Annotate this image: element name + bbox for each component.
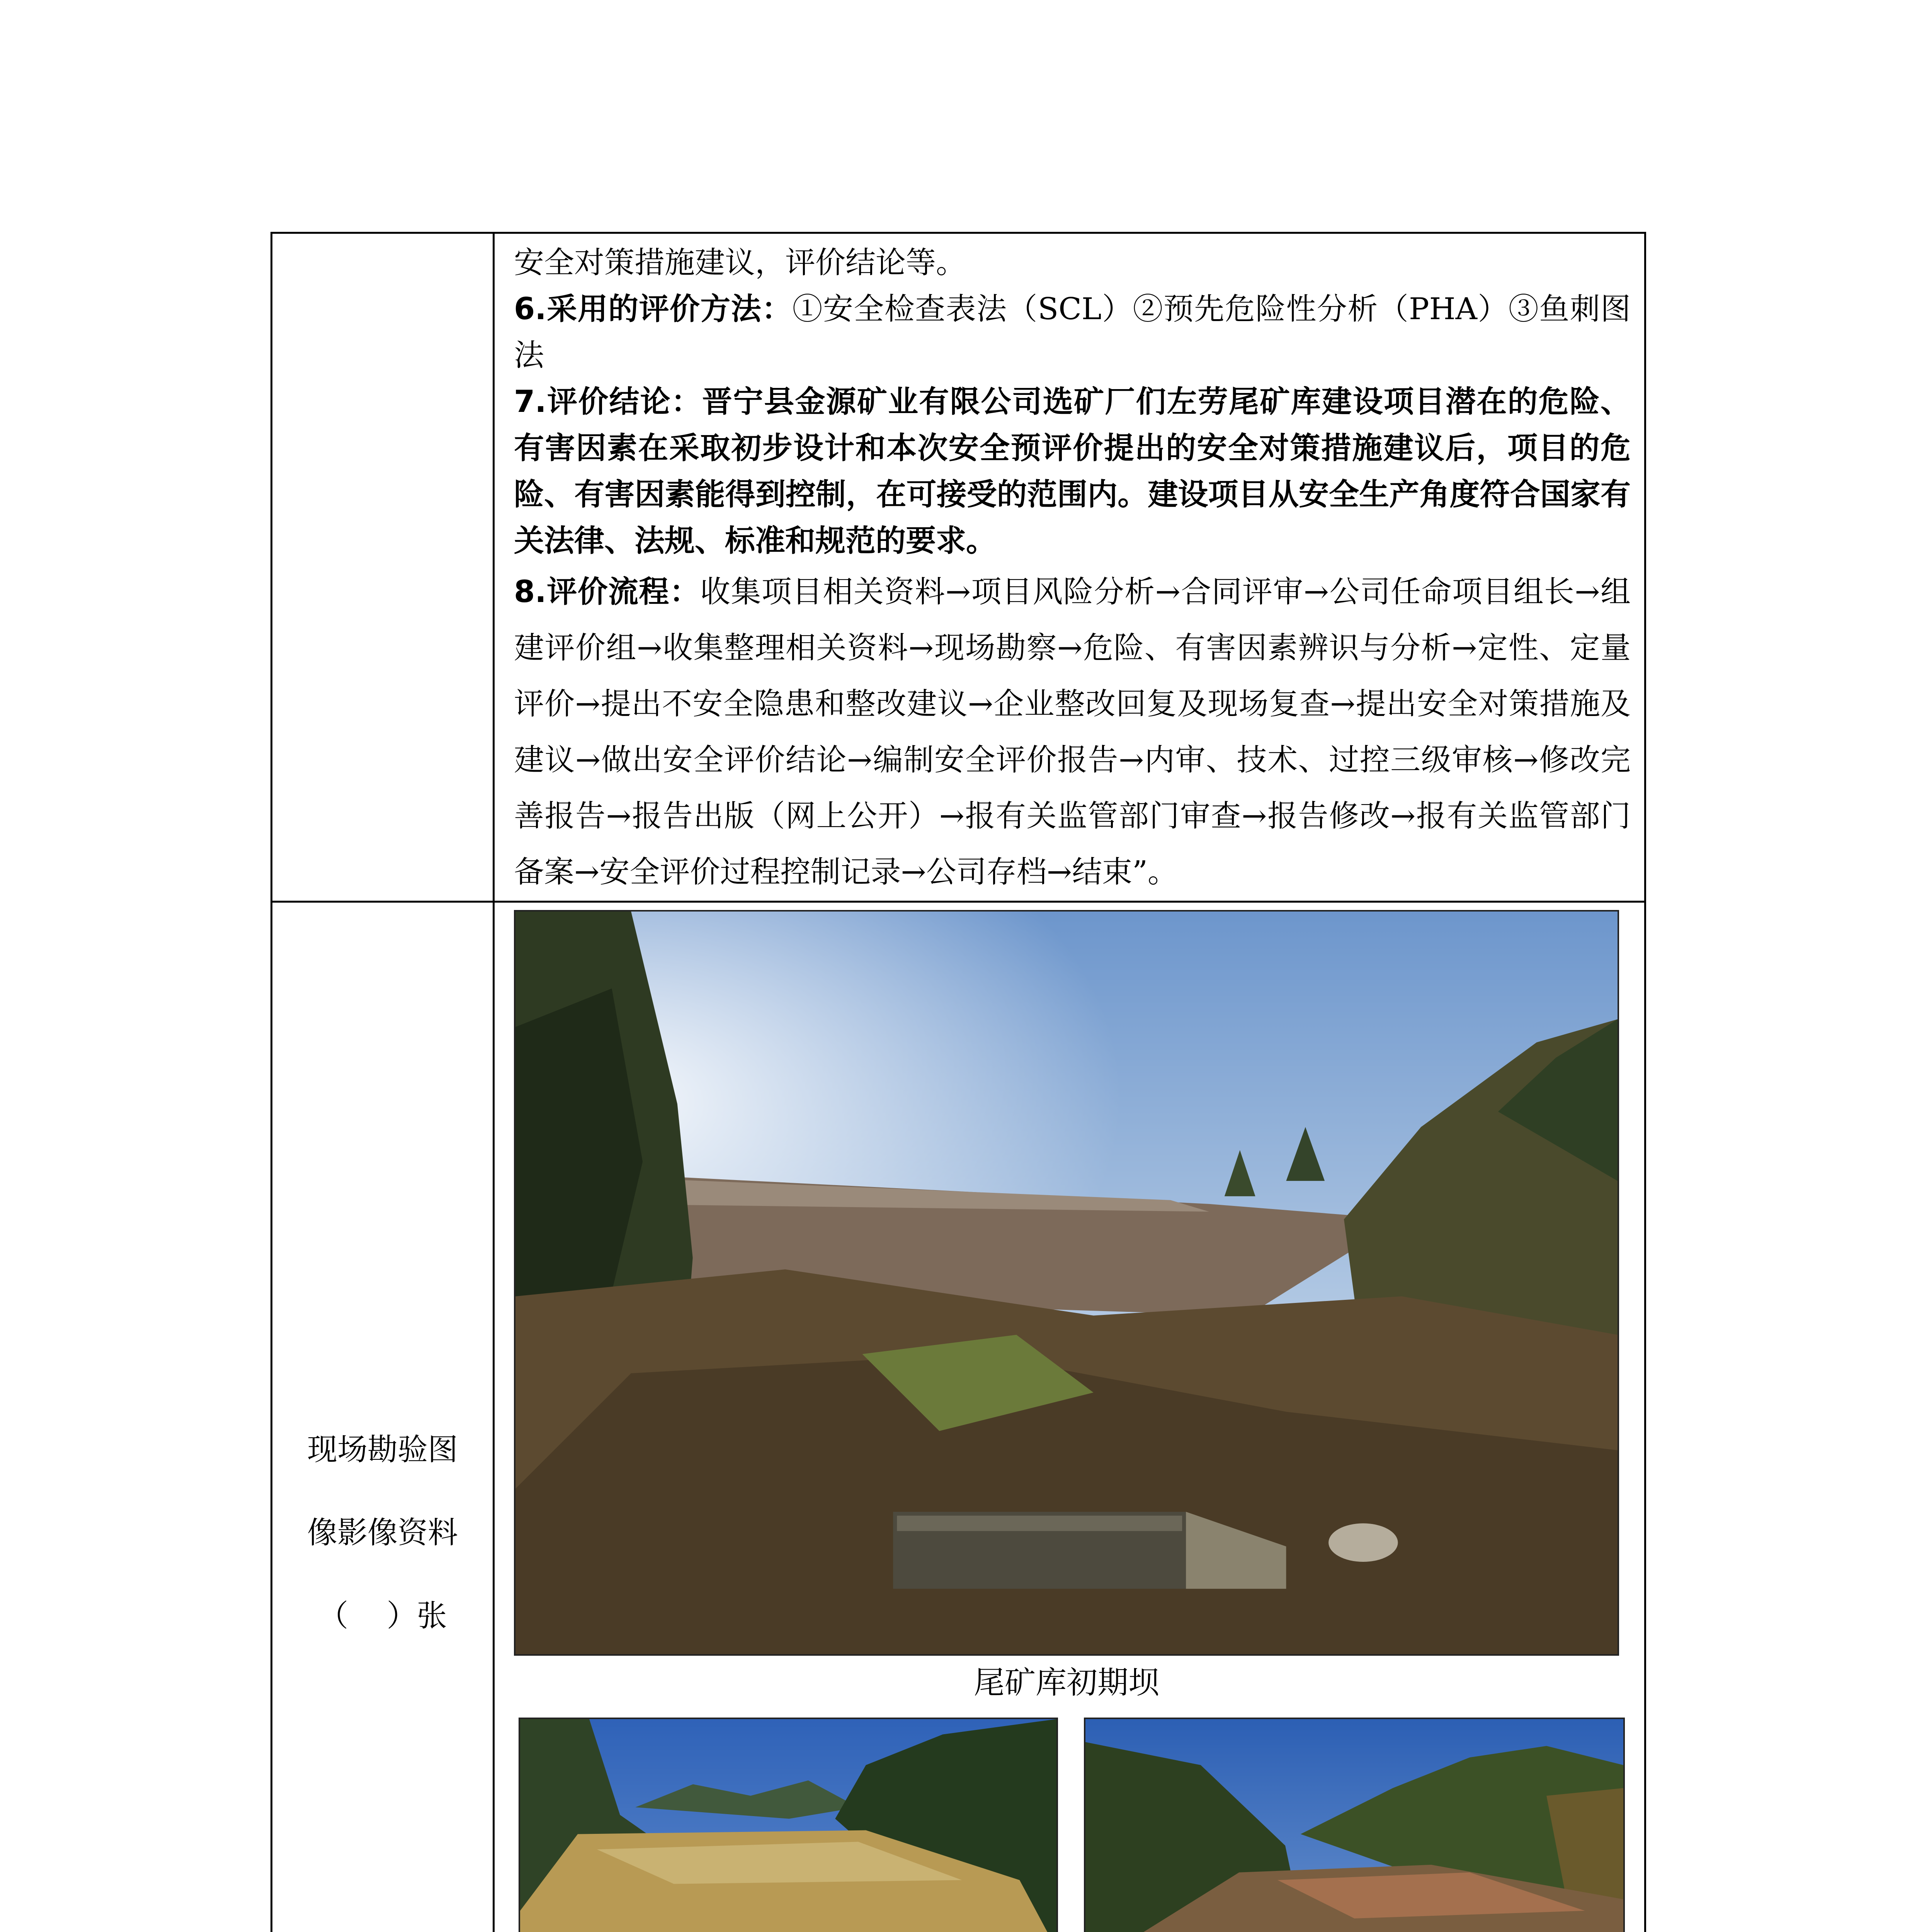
report-table — [270, 232, 1646, 1932]
paragraph-7-heading: 7.评价结论： — [514, 384, 702, 419]
paragraph-5-tail: 安全对策措施建议，评价结论等。 — [514, 245, 966, 280]
column-divider — [493, 234, 495, 1932]
paragraph-7-conclusion — [514, 379, 1631, 564]
paragraph-6-body: ①安全检查表法（SCL）②预先危险性分析（PHA）③鱼刺图法 — [514, 292, 1631, 373]
paragraph-8-body: 收集项目相关资料→项目风险分析→合同评审→公司任命项目组长→组建评价组→收集整理相关资料→现场勘察→危险、有害因素辨识与分析→定性、定量评价→提出不安全隐患和整改建议→企业整改回复及现场复查→提出安全对策措施及建议→做出安全评价结论→编制安全评价报告→内审、技术、过控三级审核→修改完善报告→报告出版（网上公开）→报有关监管部门审查→报告修改→报有关监管部门备案→安全评价过程控制记录→公司存档→结束”。 — [514, 575, 1631, 889]
paragraph-6-methods — [514, 286, 1631, 379]
paragraph-7-body: 晋宁县金源矿业有限公司选矿厂们左劳尾矿库建设项目潜在的危险、有害因素在采取初步设计和本次安全预评价提出的安全对策措施建议后，项目的危险、有害因素能得到控制，在可接受的范围内。建设项目从安全生产角度符合国家有关法律、法规、标准和规范的要求。 — [514, 384, 1631, 558]
label-line-3: （ ）张 — [318, 1599, 447, 1633]
label-line-2: 像影像资料 — [307, 1515, 458, 1550]
caption-initial-dam: 尾矿库初期坝 — [974, 1665, 1159, 1701]
reservoir-photo-right — [1084, 1718, 1625, 1932]
paragraph-8-process — [514, 564, 1631, 900]
evaluation-text-cell — [514, 240, 1631, 900]
label-line-1: 现场勘验图 — [307, 1432, 458, 1467]
paragraph-8-heading: 8.评价流程： — [514, 575, 701, 609]
paragraph-6-heading: 6.采用的评价方法： — [514, 292, 793, 327]
row-divider — [272, 901, 1644, 903]
photo-section-label — [272, 1408, 493, 1658]
reservoir-photo-left — [519, 1718, 1058, 1932]
dam-photo — [514, 910, 1619, 1656]
